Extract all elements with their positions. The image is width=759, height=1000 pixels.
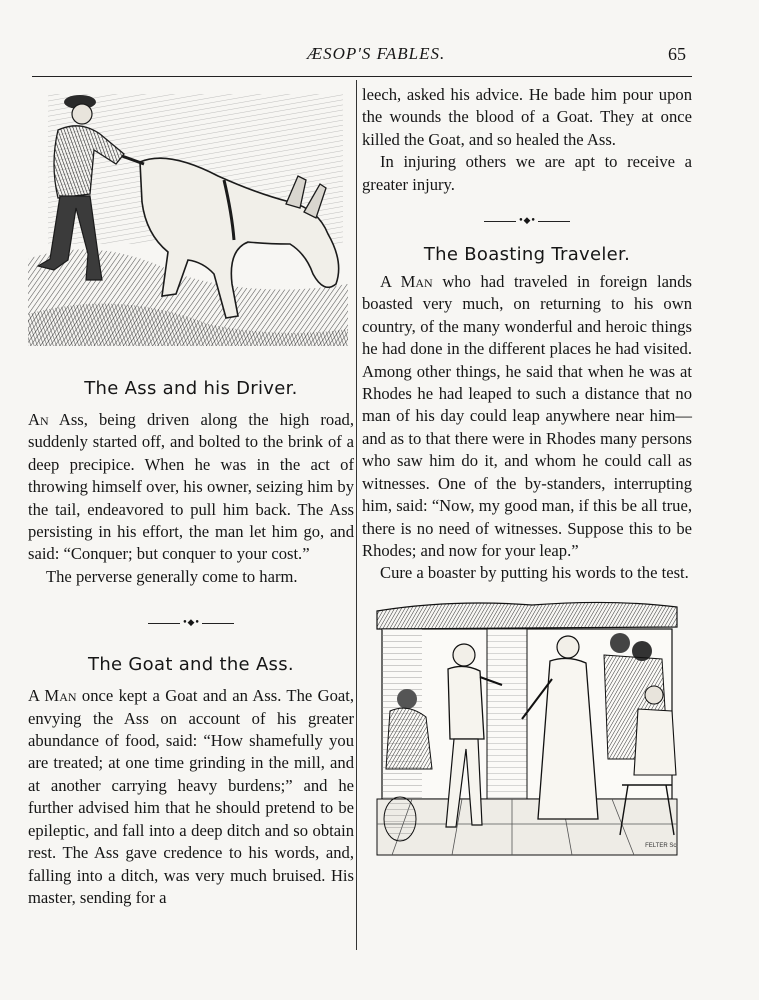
page-number: 65: [668, 44, 686, 64]
column-divider: [356, 80, 357, 950]
fable-title-ass-and-driver: The Ass and his Driver.: [84, 378, 298, 399]
fable-moral-goat-and-ass: In injuring others we are apt to receive a greater injury.: [362, 152, 692, 194]
fable-body-goat-and-ass-continued: leech, asked his advice. He bade him pour upon the wounds the blood of a Goat. They at once killed the Goat, and so healed the Ass.: [362, 85, 692, 149]
fable-title-boasting-traveler: The Boasting Traveler.: [423, 244, 631, 266]
lead-word: A Man: [380, 272, 433, 292]
lead-word: An: [28, 410, 49, 429]
illustration-ass-and-driver: [28, 84, 354, 346]
right-column: [362, 84, 692, 859]
fable-body-goat-and-ass: A Man once kept a Goat and an Ass. The Goat, envying the Ass on account of his greater abundance of food, said: “How shamefully you are treated; at one time grinding in the mill, and at another carrying heavy burdens;” and he further advised him that he should pretend to be epileptic, and fall into a deep ditch and so obtain rest. The Ass gave credence to his words, and, falling into a ditch, was very much bruised. His master, sending for a: [28, 686, 354, 907]
page-header: [32, 42, 692, 77]
fable-body-ass-and-driver: An Ass, being driven along the high road, suddenly started off, and bolted to the brink of a deep precipice. When he was in the act of throwing himself over, his owner, seizing him by the tail, endeavored to pull him back. The Ass persisting in his effort, the man let him go, and said: “Conquer; but conquer to your cost.”: [28, 410, 355, 564]
left-column: [28, 84, 354, 909]
illustration-boasting-traveler: [372, 599, 692, 859]
fable-title-goat-and-ass: The Goat and the Ass.: [88, 654, 294, 676]
fable-body-boasting-traveler: A Man who had traveled in foreign lands boasted very much, on returning to his own country, of the many wonderful and heroic things he had done in the different places he had visited. Among other things, he said that when he was at Rhodes he had leaped to such a distance that no man of his day could leap anywhere near him—and as to that there were in Rhodes many persons who saw him do it, and whom he could call as witnesses. One of the by-standers, interrupting him, said: “Now, my good man, if this be all true, there is no need of witnesses. Suppose this to be Rhodes; and now for your leap.”: [362, 272, 692, 560]
engraver-signature: FELTER Sc.: [645, 842, 678, 849]
lead-word: A Man: [28, 686, 77, 706]
section-ornament: •◆•: [362, 216, 692, 226]
running-title: ÆSOP'S FABLES.: [307, 44, 446, 63]
fable-moral-boasting-traveler: Cure a boaster by putting his words to the test.: [380, 563, 689, 583]
section-ornament: •◆•: [28, 618, 354, 628]
fable-moral-ass-and-driver: The perverse generally come to harm.: [46, 566, 298, 586]
